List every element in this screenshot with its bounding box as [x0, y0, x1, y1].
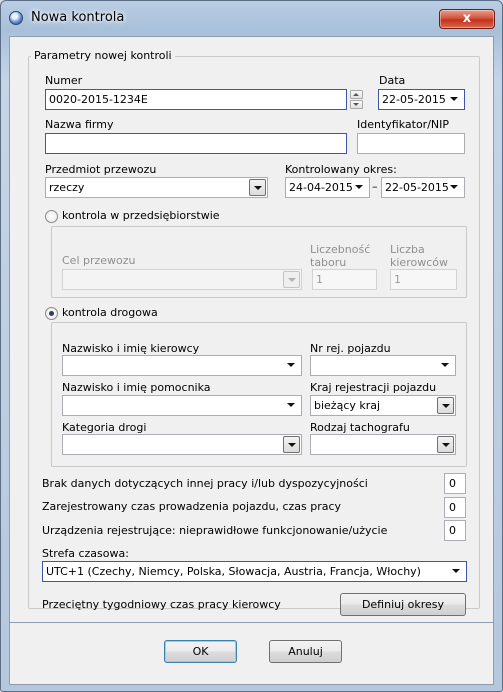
chevron-down-icon	[442, 404, 450, 408]
okres-to-value: 22-05-2015	[385, 181, 449, 194]
chevron-down-icon	[287, 363, 295, 367]
okres-to-dropdown-arrow[interactable]	[446, 179, 463, 196]
cel-dropdown-arrow[interactable]	[283, 271, 300, 288]
data-dropdown-arrow[interactable]	[446, 91, 463, 108]
nazwa-firmy-input[interactable]	[45, 133, 347, 154]
strefa-label: Strefa czasowa:	[42, 547, 129, 560]
kierowca-select[interactable]	[62, 355, 302, 376]
radio-selected-dot	[49, 311, 54, 316]
nazwa-firmy-label: Nazwa firmy	[45, 118, 114, 131]
kraj-dropdown-arrow[interactable]	[437, 397, 454, 414]
kraj-label: Kraj rejestracji pojazdu	[310, 381, 437, 394]
okres-from-value: 24-04-2015	[289, 181, 353, 194]
chevron-down-icon	[288, 278, 296, 282]
kraj-select[interactable]	[310, 395, 456, 416]
tachograf-select[interactable]	[310, 434, 456, 455]
chevron-down-icon	[355, 185, 363, 189]
kierowcow-input[interactable]: 1	[390, 269, 457, 290]
okres-from-picker[interactable]	[285, 177, 370, 198]
strefa-dropdown-arrow[interactable]	[448, 563, 465, 580]
tygodniowy-label: Przeciętny tygodniowy czas pracy kierowcy	[42, 598, 281, 611]
taboru-label-line2: taboru	[310, 256, 347, 269]
okres-label: Kontrolowany okres:	[285, 163, 397, 176]
okres-to-picker[interactable]	[381, 177, 465, 198]
chevron-down-icon	[452, 569, 460, 573]
nip-label: Identyfikator/NIP	[357, 118, 450, 131]
pomocnik-label: Nazwisko i imię pomocnika	[62, 381, 211, 394]
nr-rej-dropdown-arrow[interactable]	[437, 357, 454, 374]
app-icon	[9, 11, 23, 25]
przedmiot-label: Przedmiot przewozu	[45, 163, 157, 176]
chevron-down-icon	[287, 403, 295, 407]
kraj-value: bieżący kraj	[314, 399, 381, 412]
data-label: Data	[379, 74, 406, 87]
nr-rej-select[interactable]	[310, 355, 456, 376]
nip-input[interactable]	[357, 133, 465, 154]
okres-separator: –	[372, 180, 378, 193]
chevron-down-icon	[450, 185, 458, 189]
count-input-urzadzenia[interactable]: 0	[444, 520, 466, 541]
chevron-down-icon	[442, 443, 450, 447]
kierowcow-label-line2: kierowców	[390, 256, 448, 269]
przedmiot-dropdown-arrow[interactable]	[249, 179, 266, 196]
kategoria-select[interactable]	[62, 434, 302, 455]
numer-label: Numer	[45, 74, 83, 87]
taboru-label-line1: Liczebność	[310, 243, 371, 256]
cancel-button[interactable]: Anuluj	[269, 640, 342, 663]
strefa-select[interactable]	[42, 561, 467, 582]
radio-drogowa-label[interactable]: kontrola drogowa	[62, 306, 158, 319]
tachograf-label: Rodzaj tachografu	[310, 421, 410, 434]
chevron-down-icon	[450, 97, 458, 101]
tachograf-dropdown-arrow[interactable]	[437, 436, 454, 453]
window-title: Nowa kontrola	[31, 10, 125, 25]
pomocnik-select[interactable]	[62, 395, 302, 416]
chevron-down-icon	[254, 186, 262, 190]
radio-przedsiebiorstwo[interactable]	[45, 210, 58, 223]
numer-spin-up[interactable]	[350, 90, 363, 99]
numer-spin-down[interactable]	[350, 100, 363, 109]
kategoria-label: Kategoria drogi	[62, 421, 147, 434]
dialog-footer	[9, 623, 494, 685]
okres-from-dropdown-arrow[interactable]	[351, 179, 368, 196]
numer-input[interactable]: 0020-2015-1234E	[45, 89, 347, 110]
cel-przewozu-label: Cel przewozu	[62, 254, 136, 267]
radio-przedsiebiorstwo-label[interactable]: kontrola w przedsiębiorstwie	[62, 209, 220, 222]
definiuj-okresy-button[interactable]: Definiuj okresy	[340, 593, 466, 616]
radio-drogowa[interactable]	[45, 307, 58, 320]
kierowcow-label-line1: Liczba	[390, 243, 425, 256]
pomocnik-dropdown-arrow[interactable]	[283, 397, 300, 414]
chevron-down-icon	[441, 363, 449, 367]
kategoria-dropdown-arrow[interactable]	[283, 436, 300, 453]
params-group-title: Parametry nowej kontroli	[31, 49, 175, 62]
kierowca-label: Nazwisko i imię kierowcy	[62, 342, 200, 355]
strefa-value: UTC+1 (Czechy, Niemcy, Polska, Słowacja, Austria, Francja, Włochy)	[46, 565, 421, 578]
count-label-czas-prowadzenia: Zarejestrowany czas prowadzenia pojazdu, czas pracy	[42, 500, 342, 513]
close-icon: x	[462, 11, 472, 26]
przedmiot-select[interactable]	[45, 177, 268, 198]
data-value: 22-05-2015	[382, 93, 446, 106]
dialog-body	[9, 36, 494, 623]
spin-down-icon	[353, 103, 359, 106]
close-button[interactable]	[439, 9, 495, 29]
chevron-down-icon	[288, 443, 296, 447]
count-label-urzadzenia: Urządzenia rejestrujące: nieprawidłowe funkcjonowanie/użycie	[42, 524, 388, 537]
count-input-czas-prowadzenia[interactable]: 0	[444, 497, 466, 518]
spin-up-icon	[353, 93, 359, 96]
count-input-brak-danych[interactable]: 0	[444, 473, 466, 494]
nr-rej-label: Nr rej. pojazdu	[310, 342, 391, 355]
kierowca-dropdown-arrow[interactable]	[283, 357, 300, 374]
ok-button[interactable]: OK	[164, 640, 237, 663]
taboru-input[interactable]: 1	[312, 269, 377, 290]
count-label-brak-danych: Brak danych dotyczących innej pracy i/lub dyspozycyjności	[42, 477, 368, 490]
przedmiot-value: rzeczy	[49, 181, 85, 194]
title-bar[interactable]	[1, 1, 502, 35]
cel-przewozu-select[interactable]	[62, 269, 302, 290]
data-picker[interactable]	[378, 89, 465, 110]
